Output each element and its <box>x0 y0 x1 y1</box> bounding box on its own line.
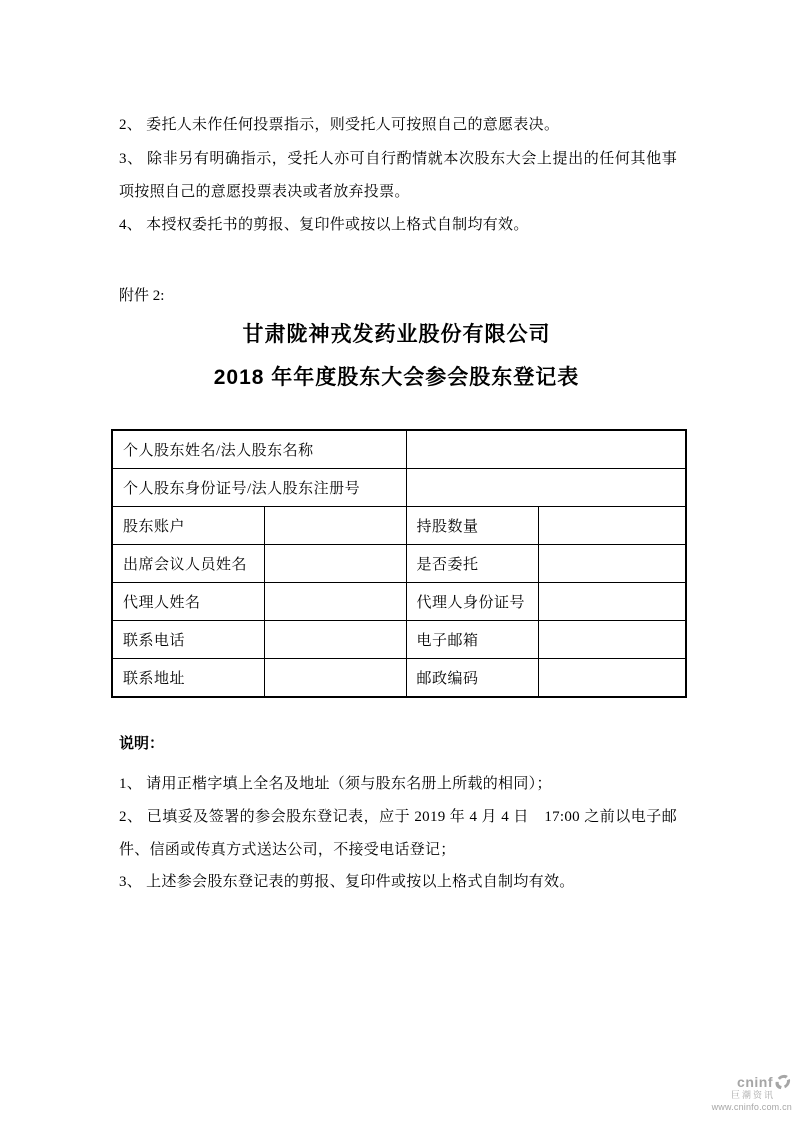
table-cell-value <box>264 545 406 583</box>
cninfo-brand-cn: 巨潮资讯 <box>730 1090 775 1101</box>
table-cell-value <box>538 583 686 621</box>
table-cell-value <box>264 583 406 621</box>
table-cell-value <box>264 659 406 698</box>
form-title: 2018 年年度股东大会参会股东登记表 <box>213 366 580 389</box>
table-cell-value <box>538 545 686 583</box>
table-row <box>112 545 686 583</box>
table-row <box>112 507 686 545</box>
table-cell-label: 出席会议人员姓名 <box>112 545 264 583</box>
table-cell-value <box>264 507 406 545</box>
table-cell-value <box>264 621 406 659</box>
cninfo-swirl-icon <box>774 1074 791 1090</box>
cninfo-logo <box>700 1074 792 1113</box>
table-cell-value <box>538 507 686 545</box>
table-row <box>112 621 686 659</box>
intro-item-4: 4、 本授权委托书的剪报、复印件或按以上格式自制均有效。 <box>119 217 529 233</box>
table-cell-value <box>538 659 686 698</box>
cninfo-url: www.cninfo.com.cn <box>711 1102 792 1113</box>
intro-item-2: 2、 委托人未作任何投票指示，则受托人可按照自己的意愿表决。 <box>119 117 560 133</box>
note-item-1: 1、 请用正楷字填上全名及地址（须与股东名册上所载的相同）； <box>119 776 552 792</box>
table-cell-label: 联系地址 <box>112 659 264 698</box>
table-cell-value <box>406 430 686 469</box>
table-row <box>112 469 686 507</box>
table-cell-label: 持股数量 <box>406 507 538 545</box>
table-row <box>112 659 686 698</box>
table-row <box>112 583 686 621</box>
table-cell-label: 个人股东姓名/法人股东名称 <box>112 430 406 469</box>
table-cell-label: 代理人身份证号 <box>406 583 538 621</box>
table-cell-label: 个人股东身份证号/法人股东注册号 <box>112 469 406 507</box>
registration-table <box>111 429 687 698</box>
cninfo-brand <box>700 1074 792 1090</box>
table-cell-value <box>406 469 686 507</box>
table-cell-label: 电子邮箱 <box>406 621 538 659</box>
attachment-label: 附件 2: <box>119 288 165 304</box>
table-cell-label: 是否委托 <box>406 545 538 583</box>
intro-item-3: 3、 除非另有明确指示，受托人亦可自行酌情就本次股东大会上提出的任何其他事项按照自己的意愿投票表决或者放弃投票。 <box>119 151 677 200</box>
table-cell-value <box>538 621 686 659</box>
cninfo-brand-text: cninf <box>737 1074 773 1090</box>
table-cell-label: 代理人姓名 <box>112 583 264 621</box>
note-item-3: 3、 上述参会股东登记表的剪报、复印件或按以上格式自制均有效。 <box>119 874 575 890</box>
table-cell-label: 邮政编码 <box>406 659 538 698</box>
notes-heading: 说明： <box>119 735 165 752</box>
table-row <box>112 430 686 469</box>
table-cell-label: 股东账户 <box>112 507 264 545</box>
company-title: 甘肃陇神戎发药业股份有限公司 <box>242 323 551 346</box>
table-cell-label: 联系电话 <box>112 621 264 659</box>
note-item-2: 2、 已填妥及签署的参会股东登记表，应于 2019 年 4 月 4 日 17:00 之前以电子邮件、信函或传真方式送达公司，不接受电话登记； <box>119 809 677 858</box>
